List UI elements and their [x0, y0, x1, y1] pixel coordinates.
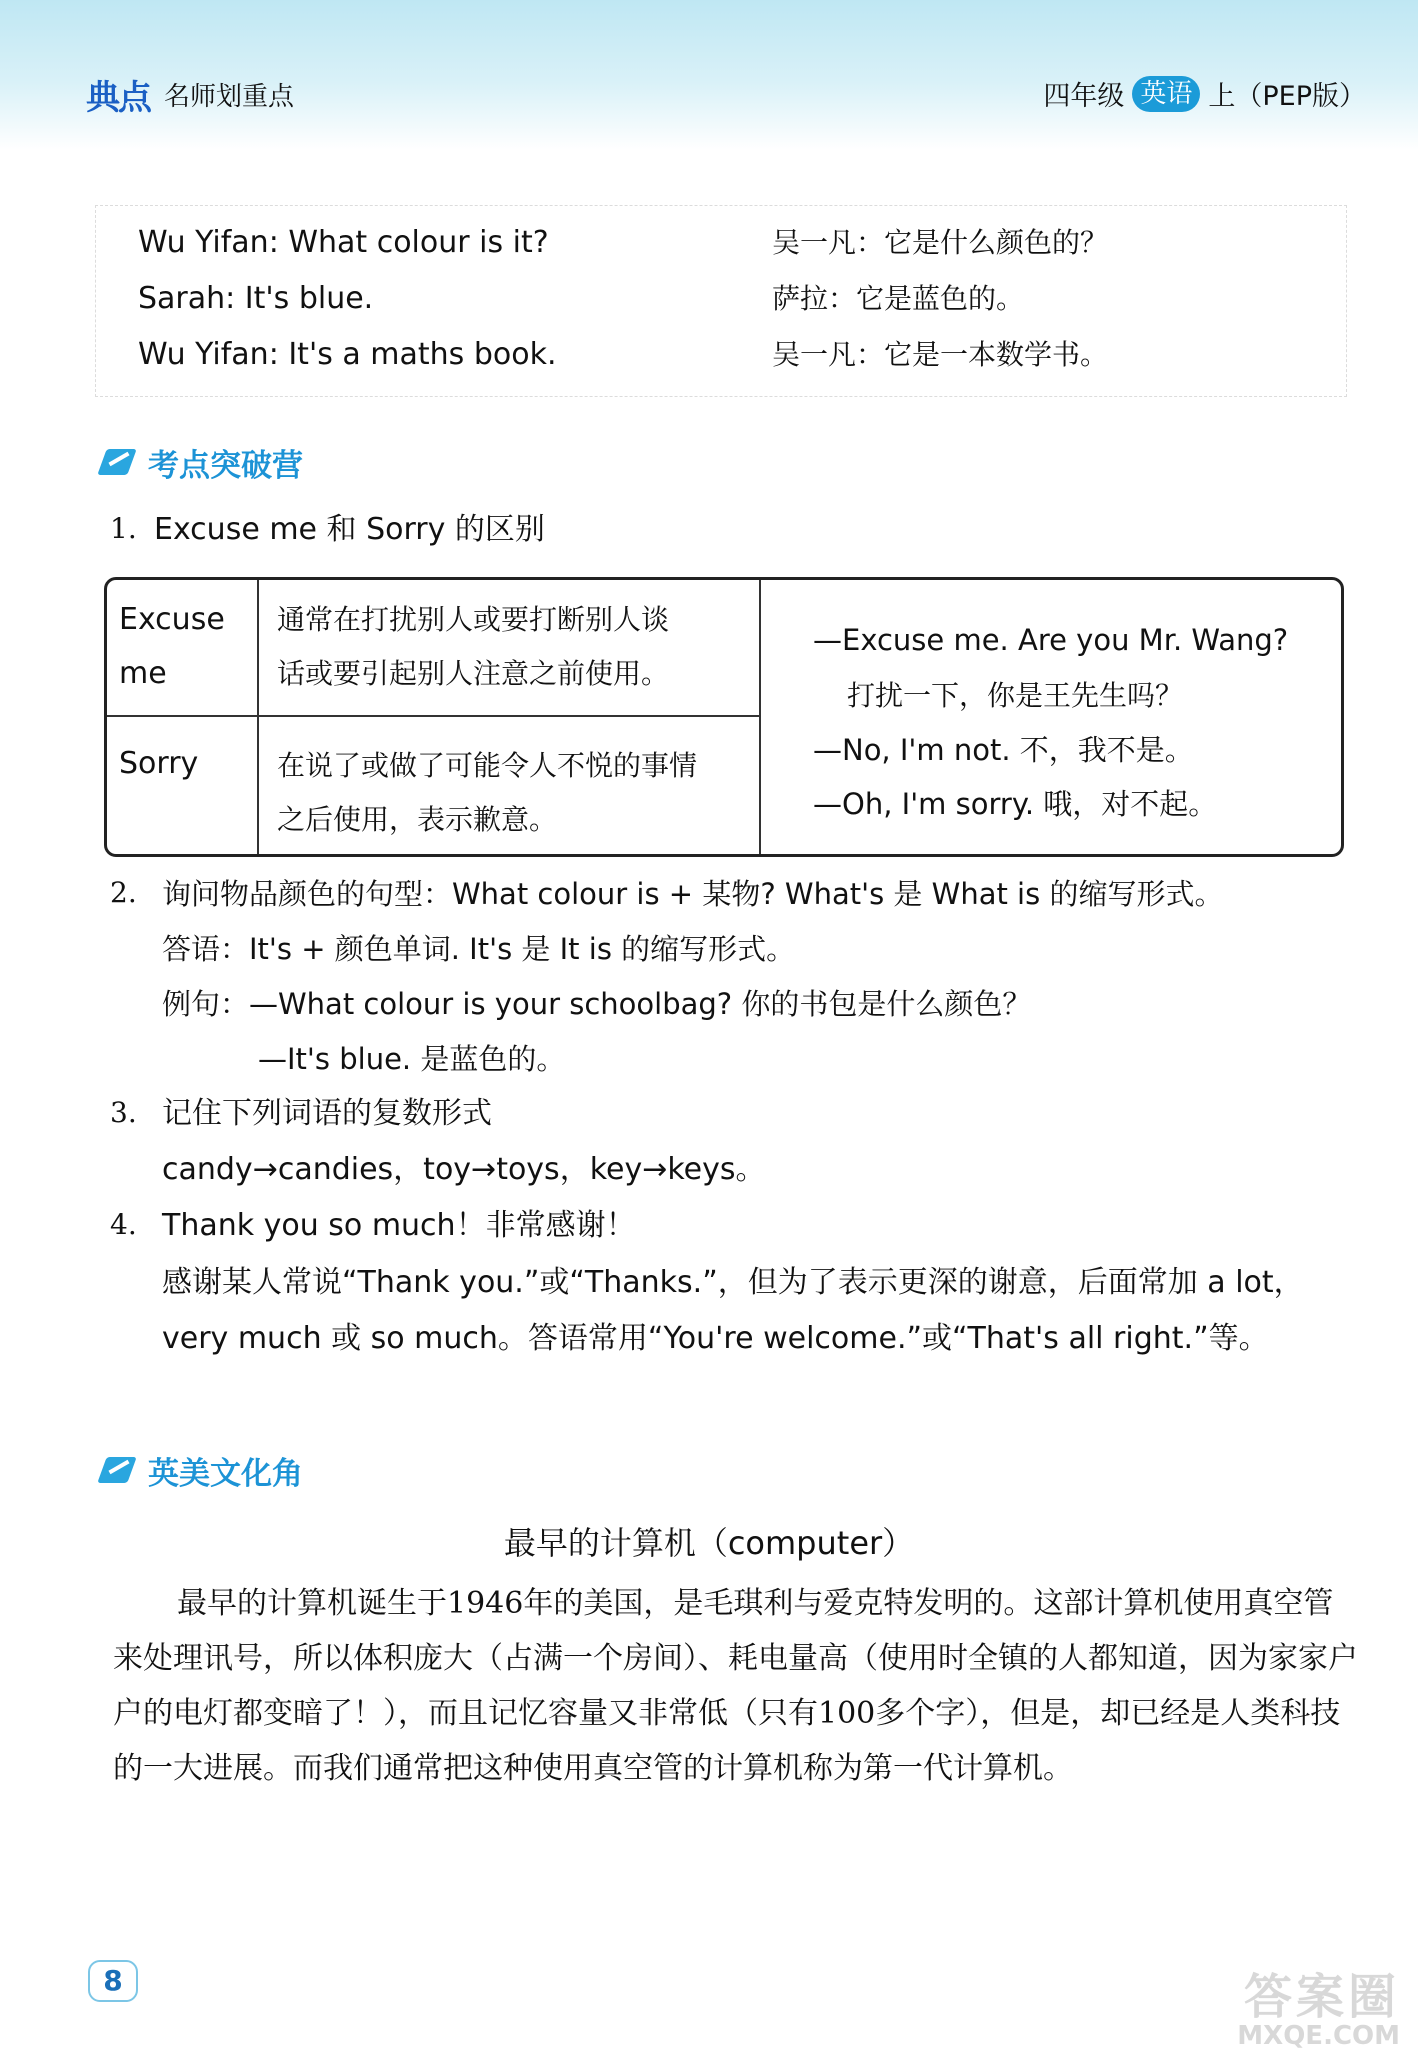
table-example: 打扰一下，你是王先生吗？ [847, 679, 1184, 712]
book-info [1043, 74, 1366, 113]
table-desc: 之后使用，表示歉意。 [277, 803, 558, 836]
item-number: 2. [110, 876, 137, 909]
table-example: —No, I'm not. 不，我不是。 [813, 733, 1194, 767]
table-term: Excuse [119, 602, 225, 637]
table-divider [257, 580, 259, 854]
dialog-en-line: Wu Yifan: What colour is it? [138, 225, 549, 260]
article-title: 最早的计算机（computer） [503, 1524, 915, 1562]
item3-line: candy→candies，toy→toys，key→keys。 [162, 1152, 766, 1187]
dialog-en-line: Sarah: It's blue. [138, 281, 374, 316]
watermark [1237, 1958, 1400, 2051]
dialog-zh-line: 吴一凡：它是一本数学书。 [772, 338, 1109, 371]
table-desc: 通常在打扰别人或要打断别人谈 [277, 603, 670, 636]
section-heading-exam-points [98, 440, 303, 485]
edition-label: 上（PEP版） [1208, 81, 1366, 112]
section-title: 考点突破营 [148, 448, 303, 484]
item-number: 4. [110, 1208, 137, 1241]
brand-logo [86, 70, 294, 119]
item-number: 3. [110, 1096, 137, 1129]
subject-badge: 英语 [1132, 76, 1200, 112]
pen-icon [98, 1453, 138, 1489]
item4-title: Thank you so much！非常感谢！ [162, 1208, 636, 1243]
item2-line: 例句：—What colour is your schoolbag? 你的书包是什么颜色？ [162, 987, 1032, 1021]
item-number: 1. [110, 512, 137, 545]
table-divider [759, 580, 761, 854]
table-divider [107, 715, 759, 717]
pen-icon [98, 445, 138, 481]
dialog-zh-line: 萨拉：它是蓝色的。 [772, 282, 1025, 315]
table-example: —Oh, I'm sorry. 哦，对不起。 [813, 787, 1218, 821]
table-term: me [119, 656, 167, 691]
table-desc: 话或要引起别人注意之前使用。 [277, 657, 670, 690]
comparison-table [104, 577, 1344, 857]
item4-paragraph: 感谢某人常说“Thank you.”或“Thanks.”，但为了表示更深的谢意，后面常加 a lot，very much 或 so much。答语常用“You're welcome.”或“That's all right.”等。 [162, 1265, 1304, 1356]
item2-line: —It's blue. 是蓝色的。 [258, 1042, 566, 1076]
table-example: —Excuse me. Are you Mr. Wang? [813, 623, 1289, 657]
logo-mark: 典点 [86, 78, 150, 118]
article-body: 最早的计算机诞生于1946年的美国，是毛琪利与爱克特发明的。这部计算机使用真空管来处理讯号，所以体积庞大（占满一个房间）、耗电量高（使用时全镇的人都知道，因为家家户户的电灯都变暗了！），而且记忆容量又非常低（只有100多个字），但是，却已经是人类科技的一大进展。而我们通常把这种使用真空管的计算机称为第一代计算机。 [113, 1586, 1358, 1786]
table-desc: 在说了或做了可能令人不悦的事情 [277, 749, 698, 782]
page-number: 8 [88, 1960, 138, 2002]
section-title: 英美文化角 [148, 1456, 303, 1492]
table-term: Sorry [119, 746, 199, 781]
item3-line: 记住下列词语的复数形式 [162, 1096, 492, 1131]
section-heading-culture-corner [98, 1448, 303, 1493]
watermark-url: MXQE.COM [1237, 2021, 1400, 2051]
item2-line: 询问物品颜色的句型：What colour is + 某物? What's 是 What is 的缩写形式。 [162, 877, 1224, 911]
watermark-text: 答案圈 [1243, 1969, 1400, 2025]
dialog-zh-line: 吴一凡：它是什么颜色的？ [772, 226, 1109, 259]
item1-text: Excuse me 和 Sorry 的区别 [154, 512, 545, 547]
grade-label: 四年级 [1043, 81, 1125, 112]
series-name: 名师划重点 [164, 82, 295, 112]
dialog-en-line: Wu Yifan: It's a maths book. [138, 337, 557, 372]
item2-line: 答语：It's + 颜色单词. It's 是 It is 的缩写形式。 [162, 932, 796, 966]
page-header [0, 0, 1418, 150]
